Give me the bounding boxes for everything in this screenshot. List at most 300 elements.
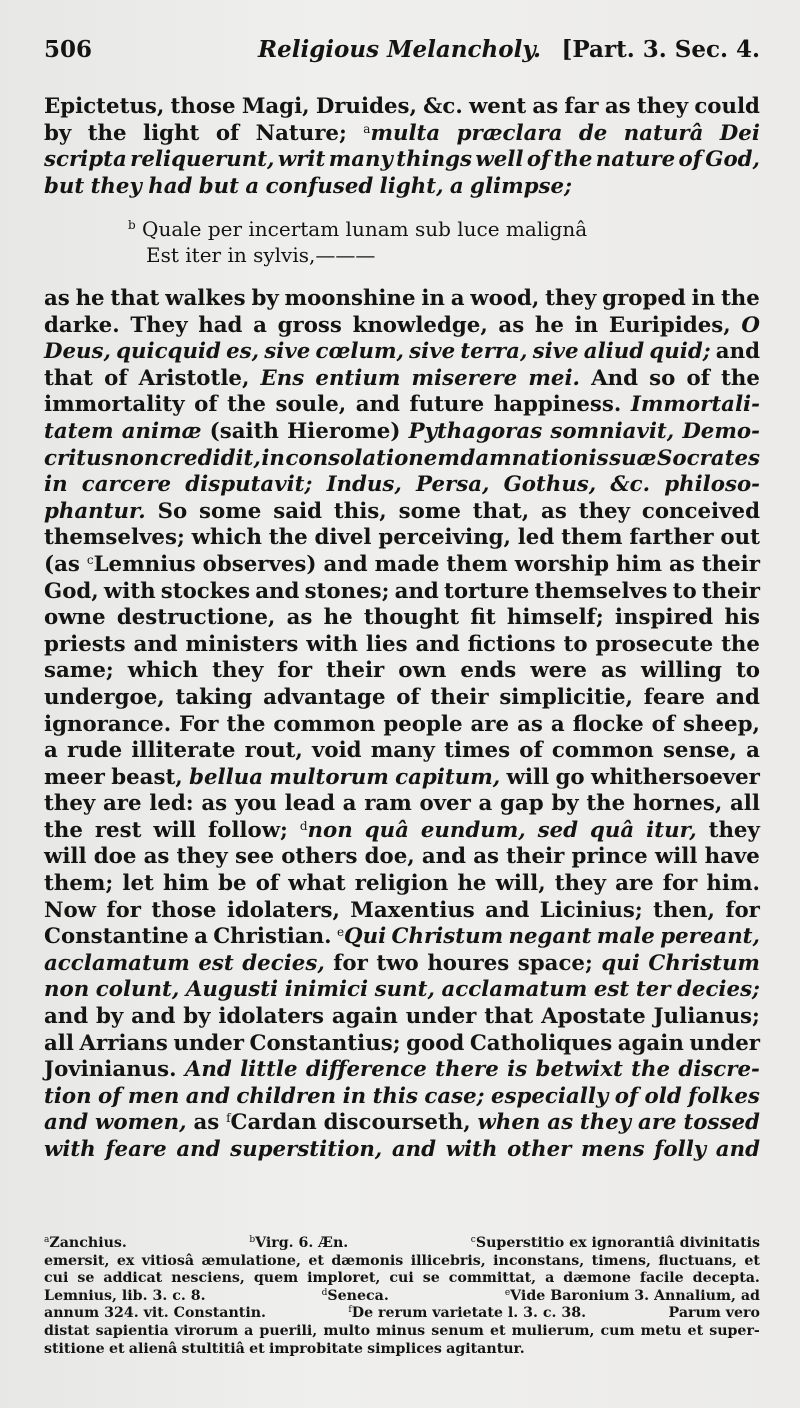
word <box>230 1137 382 1164</box>
word <box>592 1253 651 1271</box>
word <box>365 844 415 871</box>
word-text: emersit, <box>44 1252 110 1269</box>
word <box>218 871 246 898</box>
word-text: a <box>545 1270 555 1287</box>
word-text: him <box>615 551 663 577</box>
word <box>261 366 305 393</box>
word-text: in <box>342 1083 367 1109</box>
footnote-line <box>44 1235 760 1253</box>
word <box>591 366 638 393</box>
word-text: future <box>409 392 485 418</box>
word <box>44 392 185 419</box>
text-line <box>44 765 760 792</box>
word <box>250 1031 401 1058</box>
word-text: the <box>44 817 83 843</box>
word-text: sive <box>264 339 311 365</box>
word <box>87 552 196 579</box>
word-text: and <box>255 578 300 604</box>
word-text: the <box>586 791 626 817</box>
word-text: him <box>162 871 210 897</box>
word-text: the <box>721 631 760 657</box>
word <box>683 712 760 739</box>
word-text: Now <box>44 897 97 923</box>
word <box>702 552 760 579</box>
word-text: confused <box>265 173 374 199</box>
word-text: folkes <box>688 1083 760 1109</box>
word <box>581 1137 645 1164</box>
word-text: in <box>261 445 285 471</box>
word-text: moonshine <box>284 286 416 311</box>
word <box>378 525 511 552</box>
word-text: is <box>507 1057 528 1083</box>
word <box>446 552 507 579</box>
word-text: reliquerunt, <box>130 147 275 173</box>
word <box>471 1235 760 1253</box>
word <box>654 1004 760 1031</box>
word <box>105 1137 166 1164</box>
word <box>44 924 189 951</box>
word <box>609 446 656 473</box>
word-text: ex <box>116 1252 135 1269</box>
word <box>201 791 227 818</box>
word <box>709 818 760 845</box>
word <box>316 94 417 121</box>
word-text: two <box>376 950 419 976</box>
word-text: will <box>153 817 196 843</box>
word <box>716 339 760 366</box>
word <box>365 818 409 845</box>
word <box>741 313 760 340</box>
word-text: they <box>708 817 760 843</box>
word <box>44 1253 109 1271</box>
word-text: fit <box>470 605 496 631</box>
word-text: religion <box>354 871 449 897</box>
word-text: same; <box>44 658 114 684</box>
word <box>139 366 250 393</box>
word <box>615 605 713 632</box>
word-text: a <box>550 711 565 737</box>
word-text: (saith <box>209 418 279 444</box>
word <box>389 1270 413 1288</box>
word <box>395 765 500 792</box>
word <box>721 366 760 393</box>
word-text: led <box>517 525 555 551</box>
word <box>227 392 266 419</box>
word-text: beast, <box>111 764 183 790</box>
text-line <box>44 392 760 419</box>
word-text: Vide Baronium 3. Annalium, ad <box>510 1287 760 1304</box>
word <box>367 1341 442 1359</box>
word <box>44 121 71 148</box>
word-text: in <box>421 286 445 311</box>
text-line <box>44 791 760 818</box>
word <box>163 871 209 898</box>
word <box>375 977 435 1004</box>
word <box>142 1253 194 1271</box>
word-text: quem <box>253 1270 299 1287</box>
word-text: mens <box>581 1137 645 1162</box>
word-text: the <box>553 147 593 173</box>
word-text: Aristotle, <box>138 365 250 391</box>
word-text: for <box>725 897 760 923</box>
word-text: sed <box>537 817 579 843</box>
word-text: lies <box>365 631 408 657</box>
word <box>706 871 760 898</box>
word-text: as <box>44 286 70 311</box>
word-text: advantage <box>263 684 386 710</box>
word-text: are <box>615 871 654 897</box>
text-line <box>44 286 760 313</box>
word-text: imploret, <box>307 1270 381 1287</box>
text-line <box>44 685 760 712</box>
word <box>332 1004 398 1031</box>
footnote-mark: f <box>348 1305 352 1316</box>
word <box>185 472 312 499</box>
word-text: the <box>268 525 308 551</box>
word-text: had <box>148 173 193 199</box>
word-text: &c. <box>423 94 463 119</box>
word-text: as <box>547 1110 574 1136</box>
word <box>44 685 165 712</box>
word-text: Virg. 6. Æn. <box>255 1235 349 1251</box>
word-text: Maxentius <box>350 897 475 923</box>
word-text: led: <box>149 791 194 817</box>
word <box>117 605 276 632</box>
word <box>285 446 459 473</box>
word <box>88 121 127 148</box>
word <box>96 977 179 1004</box>
word <box>720 525 760 552</box>
word <box>277 658 312 685</box>
word-text: priests <box>44 631 126 657</box>
word-text: with <box>44 1137 96 1162</box>
word-text: consolationem <box>285 445 460 471</box>
text-line <box>44 499 760 526</box>
word-text: philoso- <box>664 472 760 498</box>
word-text: as <box>143 844 170 870</box>
word <box>131 1004 175 1031</box>
word <box>508 924 591 951</box>
word-text: God, <box>705 147 760 173</box>
word <box>631 1057 670 1084</box>
word-text: betwixt <box>535 1057 623 1083</box>
word <box>226 339 259 366</box>
word-text: by <box>96 1004 124 1030</box>
word-text: Hierome) <box>287 418 401 444</box>
word-text: And <box>184 1057 232 1083</box>
word <box>44 419 114 446</box>
word-text: of <box>104 365 128 391</box>
word-text: negant <box>508 924 592 950</box>
word-text: when <box>477 1110 541 1136</box>
word-text: and <box>176 1137 221 1162</box>
word-text: for <box>662 871 698 897</box>
word-text: their <box>701 578 760 604</box>
word <box>736 658 760 685</box>
word-text: see <box>234 844 275 870</box>
word-text: them <box>561 525 623 551</box>
word <box>572 844 648 871</box>
word-text: Demo- <box>682 418 760 444</box>
word-text: case; <box>424 1083 485 1109</box>
word-text: of <box>614 1083 639 1109</box>
word <box>669 1305 760 1323</box>
text-line <box>44 313 760 340</box>
word <box>601 1323 635 1341</box>
word <box>322 1288 389 1306</box>
word <box>479 791 493 818</box>
text-line <box>44 898 760 925</box>
word-text: with <box>306 631 358 657</box>
word <box>618 1031 684 1058</box>
word <box>457 121 563 148</box>
word-text: will <box>506 764 550 790</box>
word-text: in <box>44 472 68 498</box>
word-text: phantur. <box>44 498 146 524</box>
word <box>350 898 475 925</box>
word-text: some <box>398 498 461 524</box>
word-text: De rerum varietate l. 3. c. 38. <box>351 1305 587 1322</box>
word <box>655 844 698 871</box>
word <box>285 977 368 1004</box>
word <box>507 605 604 632</box>
word-text: vitiosâ <box>141 1252 195 1269</box>
word-text: cœlum, <box>315 339 404 365</box>
word <box>253 313 267 340</box>
word <box>642 499 760 526</box>
word-text: sive <box>532 339 579 365</box>
word-text: light, <box>379 173 444 199</box>
word-text: and <box>715 339 760 365</box>
footnotes <box>44 1235 760 1358</box>
word-text: and <box>421 844 467 870</box>
word-text: to <box>563 631 588 657</box>
word-text: under <box>689 1030 760 1056</box>
word-text: qui <box>601 950 640 976</box>
word-text: damnationis <box>460 445 609 471</box>
word-text: and <box>715 684 760 710</box>
word <box>654 1137 706 1164</box>
word <box>406 1031 464 1058</box>
word <box>596 147 675 174</box>
word <box>496 871 546 898</box>
word <box>153 818 196 845</box>
word-text: Immortali- <box>630 392 760 418</box>
section-label: [Part. 3. Sec. 4. <box>561 36 760 63</box>
word <box>660 924 760 951</box>
word <box>263 685 385 712</box>
word-text: sunt, <box>374 977 435 1003</box>
word-text: they <box>176 844 228 870</box>
word-text: et <box>108 1340 125 1357</box>
word <box>678 1057 760 1084</box>
word <box>541 499 567 526</box>
word <box>730 791 760 818</box>
word <box>637 94 688 121</box>
word-text: non <box>44 977 90 1003</box>
word-text: by <box>251 286 279 311</box>
word <box>631 392 760 419</box>
word-text: as <box>286 605 313 631</box>
word-text: Dei <box>719 120 760 146</box>
word <box>186 1084 230 1111</box>
word <box>227 898 340 925</box>
word <box>266 174 374 201</box>
word-text: rout, <box>244 738 303 764</box>
word-text: animæ <box>121 418 202 444</box>
text-line <box>44 658 760 685</box>
word <box>498 313 524 340</box>
word <box>499 685 633 712</box>
word <box>356 392 400 419</box>
word-text: Qui <box>344 924 387 950</box>
word <box>44 1270 68 1288</box>
word <box>199 499 261 526</box>
word <box>702 579 760 606</box>
word-text: he <box>457 871 487 897</box>
word-text: annum 324. vit. Constantin. <box>44 1305 266 1322</box>
word <box>396 685 419 712</box>
word-text: for <box>106 897 141 923</box>
word <box>721 632 760 659</box>
word <box>324 605 353 632</box>
word-text: they <box>554 871 606 897</box>
word <box>649 339 710 366</box>
word-text: quâ <box>364 817 409 843</box>
verse-line-1-text: Quale per incertam lunam sub luce malignâ <box>142 217 588 241</box>
word-text: their <box>506 844 565 870</box>
word-text: Julianus; <box>653 1004 760 1030</box>
word-text: sapientia <box>95 1322 169 1339</box>
word-text: himself; <box>506 605 604 631</box>
word <box>584 339 644 366</box>
word-text: Jovinianus. <box>44 1057 177 1083</box>
word-text: eundum, <box>420 817 526 843</box>
word-text: cui <box>44 1270 69 1287</box>
word <box>552 738 654 765</box>
word <box>609 313 731 340</box>
word <box>441 977 587 1004</box>
word-text: knowledge, <box>352 312 488 338</box>
text-line <box>44 446 760 473</box>
word <box>199 174 239 201</box>
text-line <box>44 1031 760 1058</box>
word-text: a <box>44 738 58 764</box>
word-text: minus <box>376 1322 426 1339</box>
word <box>210 419 279 446</box>
word <box>44 94 164 121</box>
word <box>179 712 218 739</box>
word <box>688 1323 704 1341</box>
word <box>409 339 455 366</box>
word <box>312 738 362 765</box>
word-text: de <box>578 120 608 146</box>
word-text: disputavit; <box>185 472 313 498</box>
word-text: acclamatum <box>44 950 190 976</box>
word-text: again <box>617 1030 684 1056</box>
word <box>610 472 650 499</box>
word-text: Arrians <box>79 1030 168 1056</box>
word <box>80 1031 168 1058</box>
word-text: Persa, <box>416 472 490 498</box>
word <box>528 366 580 393</box>
word <box>550 419 674 446</box>
verse-line-1 <box>128 216 728 242</box>
running-header <box>44 36 760 76</box>
word-text: Lemnius, lib. 3. c. 8. <box>44 1287 206 1304</box>
text-line <box>44 951 760 978</box>
word <box>375 552 440 579</box>
word-text: cum <box>600 1322 635 1339</box>
text-line <box>44 844 760 871</box>
word <box>507 1057 527 1084</box>
word-text: committat, <box>448 1270 537 1287</box>
word <box>409 419 543 446</box>
word <box>82 472 171 499</box>
word <box>646 818 697 845</box>
word-text: in <box>574 312 599 338</box>
word <box>689 1031 760 1058</box>
word <box>688 1084 760 1111</box>
word <box>615 871 654 898</box>
word-text: this, <box>333 498 387 524</box>
text-line <box>44 924 760 951</box>
footnote-mark: a <box>363 121 371 136</box>
text-line <box>44 94 760 121</box>
word-text: miserere <box>411 365 518 391</box>
word-text: and <box>323 551 368 577</box>
word <box>143 121 199 148</box>
text-line <box>44 818 760 845</box>
word <box>44 791 95 818</box>
word <box>573 712 644 739</box>
word <box>334 499 387 526</box>
word <box>122 419 202 446</box>
word-text: common <box>273 711 376 737</box>
word-text: alienâ <box>128 1340 178 1357</box>
word <box>110 286 159 313</box>
word-text: Ens <box>260 365 305 391</box>
word <box>364 791 412 818</box>
word-text: divel <box>314 525 372 551</box>
word <box>329 147 393 174</box>
word <box>663 738 737 765</box>
word-text: Apostate <box>541 1004 646 1030</box>
footnote-line <box>44 1270 760 1288</box>
word-text: sense, <box>662 738 737 764</box>
word <box>746 738 760 765</box>
word-text: feare <box>105 1137 167 1162</box>
word <box>451 286 465 313</box>
word-text: as <box>498 312 525 338</box>
word <box>182 1341 245 1359</box>
word <box>725 898 760 925</box>
word <box>44 286 70 313</box>
word-text: had <box>198 312 243 338</box>
word <box>633 791 722 818</box>
word <box>638 1110 677 1137</box>
word <box>242 951 324 978</box>
word-text: by <box>44 120 72 146</box>
word-text: as <box>473 844 499 870</box>
word-text: multo <box>323 1322 371 1339</box>
word <box>641 658 722 685</box>
footnote-line <box>44 1341 760 1359</box>
word <box>605 94 631 121</box>
word-text: et <box>249 1340 265 1357</box>
word-text: with <box>445 1137 498 1162</box>
word <box>380 174 444 201</box>
